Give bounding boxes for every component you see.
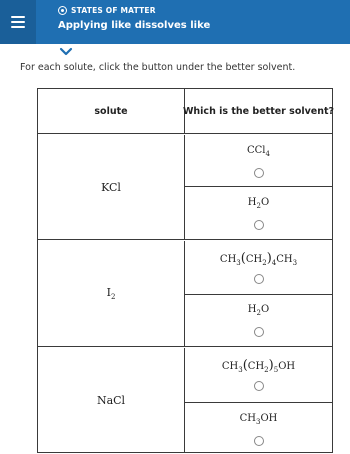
hamburger-icon (11, 16, 25, 18)
solvent-option-cell (185, 135, 332, 187)
table-row (38, 241, 332, 347)
solvent-option-cell (185, 403, 332, 452)
solute-cell (38, 241, 185, 346)
solvent-formula: $H_2O$ (247, 197, 270, 210)
solvent-option-cell (185, 241, 332, 295)
table-row (38, 348, 332, 452)
solute-formula: KCl (101, 180, 121, 194)
radio-button[interactable] (254, 436, 264, 446)
solvent-formula: $CH_3(CH_2)_4CH_3$ (219, 251, 298, 267)
solvent-formula: $CH_3(CH_2)_5OH$ (221, 358, 296, 374)
solvent-table (37, 88, 333, 453)
solute-cell (38, 348, 185, 452)
table-header-row (38, 89, 335, 134)
radio-button[interactable] (254, 220, 264, 230)
radio-button[interactable] (254, 327, 264, 337)
solute-formula: NaCl (96, 393, 126, 407)
chevron-down-icon[interactable] (58, 46, 74, 58)
menu-button[interactable] (0, 0, 36, 44)
table-row (38, 135, 332, 240)
solvent-option-cell (185, 294, 332, 346)
header-text (58, 6, 210, 31)
column-header-solute: solute (38, 89, 185, 134)
solvent-formula: CCl$_4$ (247, 145, 270, 158)
solvent-option-cell (185, 348, 332, 403)
topic-label (58, 6, 210, 15)
header-bar (0, 0, 350, 44)
instruction-text: For each solute, click the button under the better solvent. (20, 62, 296, 73)
solute-formula: $I_2$ (106, 285, 116, 302)
solvent-formula: $CH_3OH$ (239, 413, 278, 426)
column-header-solvent: Which is the better solvent? (182, 106, 335, 117)
page-title: Applying like dissolves like (58, 20, 211, 31)
solute-cell (38, 135, 185, 239)
circle-dot-icon (58, 6, 67, 15)
topic-text: STATES OF MATTER (71, 6, 156, 15)
radio-button[interactable] (254, 274, 264, 284)
solvent-option-cell (185, 187, 332, 239)
radio-button[interactable] (254, 381, 264, 391)
solvent-formula: $H_2O$ (247, 304, 270, 317)
radio-button[interactable] (254, 168, 264, 178)
